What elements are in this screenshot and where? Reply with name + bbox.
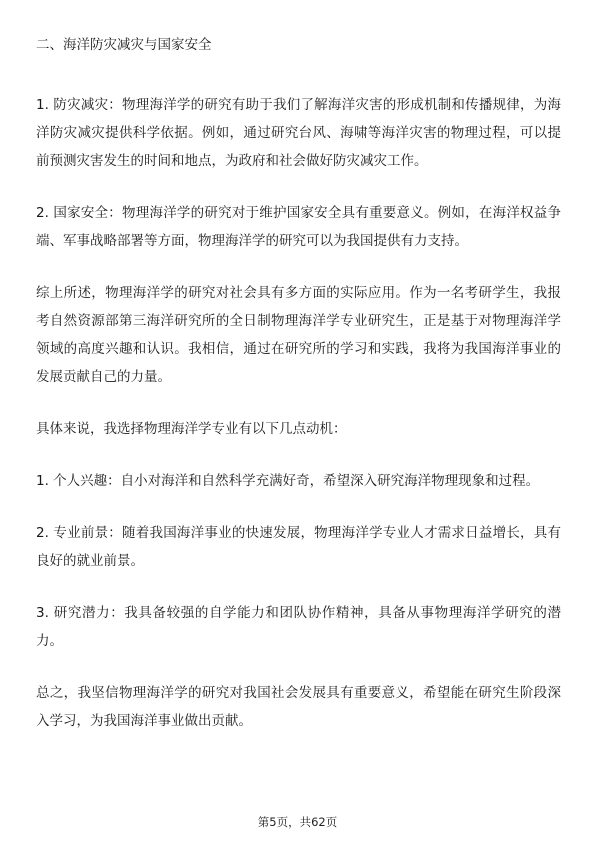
paragraph-motivation-intro: 具体来说，我选择物理海洋学专业有以下几点动机： bbox=[36, 421, 347, 437]
paragraph-personal-interest: 1. 个人兴趣：自小对海洋和自然科学充满好奇，希望深入研究海洋物理现象和过程。 bbox=[36, 473, 540, 489]
paragraph-disaster-prevention: 1. 防灾减灾：物理海洋学的研究有助于我们了解海洋灾害的形成机制和传播规律，为海洋防灾减灾提供科学依据。例如，通过研究台风、海啸等海洋灾害的物理过程，可以提前预测灾害发生的时间和地点，为政府和社会做好防灾减灾工作。 bbox=[36, 97, 561, 169]
paragraph-national-security: 2. 国家安全：物理海洋学的研究对于维护国家安全具有重要意义。例如，在海洋权益争端、军事战略部署等方面，物理海洋学的研究可以为我国提供有力支持。 bbox=[36, 205, 561, 249]
paragraph-conclusion: 总之，我坚信物理海洋学的研究对我国社会发展具有重要意义，希望能在研究生阶段深入学习，为我国海洋事业做出贡献。 bbox=[36, 685, 561, 729]
paragraph-research-potential: 3. 研究潜力：我具备较强的自学能力和团队协作精神，具备从事物理海洋学研究的潜力。 bbox=[36, 605, 561, 649]
paragraph-career-prospects: 2. 专业前景：随着我国海洋事业的快速发展，物理海洋学专业人才需求日益增长，具有良好的就业前景。 bbox=[36, 525, 561, 569]
paragraph-summary: 综上所述，物理海洋学的研究对社会具有多方面的实际应用。作为一名考研学生，我报考自然资源部第三海洋研究所的全日制物理海洋学专业研究生，正是基于对物理海洋学领域的高度兴趣和认识。我相信，通过在研究所的学习和实践，我将为我国海洋事业的发展贡献自己的力量。 bbox=[36, 285, 561, 385]
page-number: 第5页，共62页 bbox=[257, 815, 338, 829]
document-body bbox=[36, 35, 561, 735]
section-heading: 二、海洋防灾减灾与国家安全 bbox=[36, 37, 212, 53]
